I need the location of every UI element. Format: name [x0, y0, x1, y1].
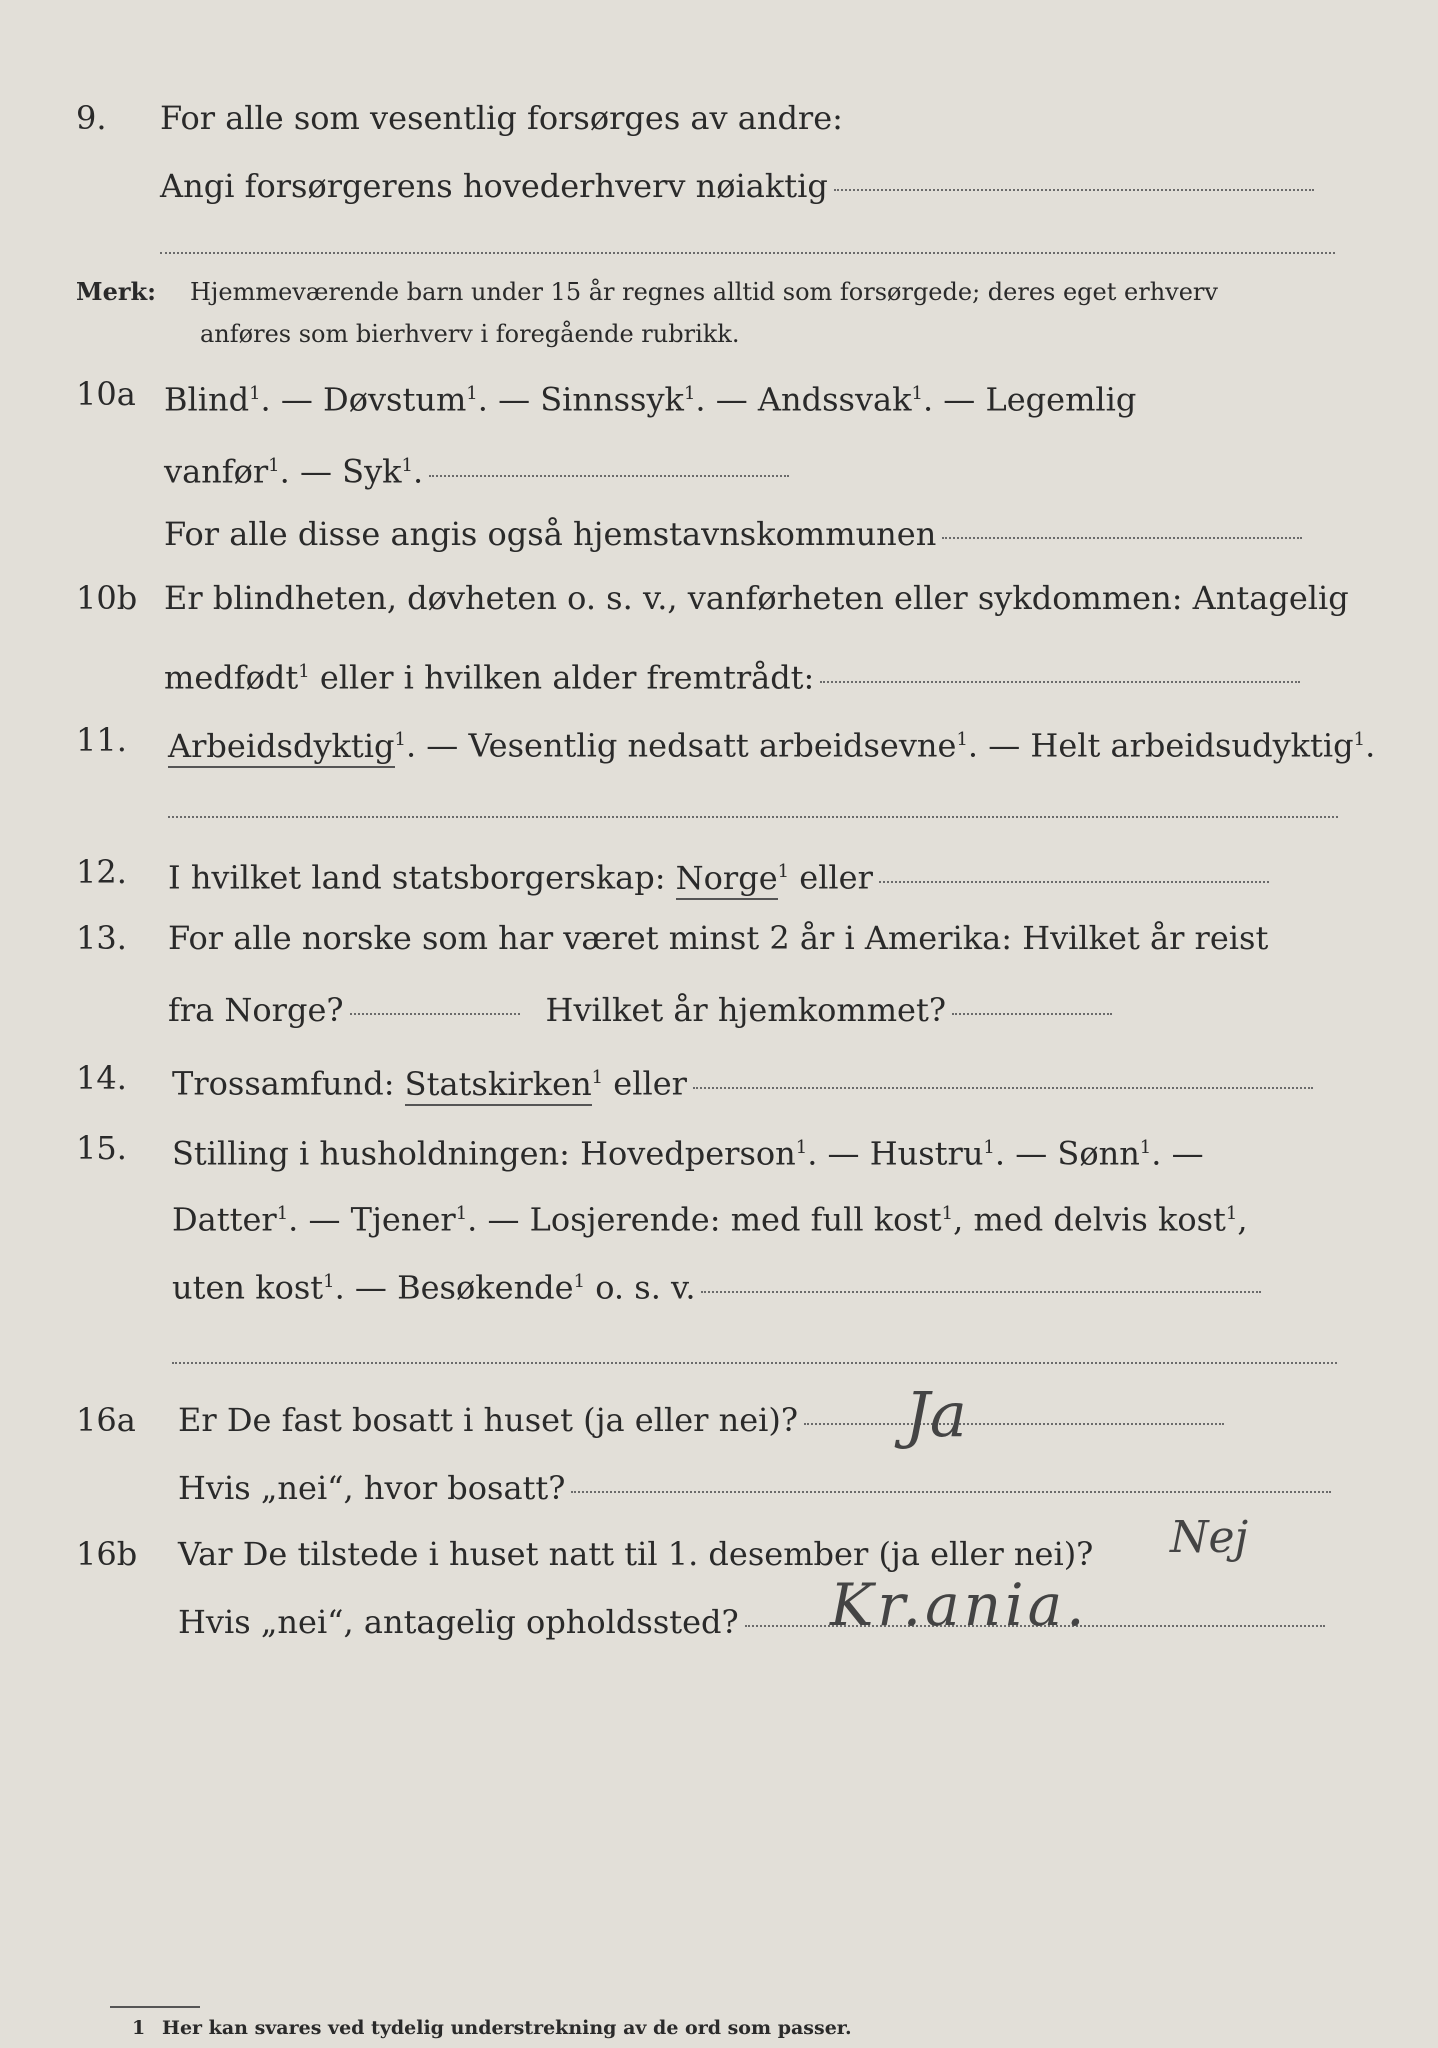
question-number: 13. — [76, 919, 127, 957]
footnote-mark: 1 — [795, 1137, 808, 1158]
answer-line[interactable] — [942, 537, 1302, 539]
question-number: 12. — [76, 853, 127, 891]
option-hovedperson[interactable]: Stilling i husholdningen: Hovedperson — [172, 1134, 796, 1173]
footnote-mark: 1 — [683, 383, 696, 404]
footnote-mark: 1 — [911, 383, 923, 404]
answer-line[interactable] — [172, 1362, 1337, 1364]
question-text: Angi forsørgerens hovederhverv nøiaktig — [160, 167, 828, 205]
question-number: 10b — [76, 579, 138, 617]
answer-line[interactable] — [804, 1423, 1224, 1425]
option-blind[interactable]: Blind — [164, 380, 250, 419]
answer-line[interactable] — [571, 1491, 1331, 1493]
footnote-mark: 1 — [132, 2017, 146, 2039]
handwritten-answer-16b-2: Kr.ania. — [830, 1571, 1089, 1639]
option-hustru[interactable]: . — Hustru — [807, 1134, 984, 1173]
question-number: 15. — [76, 1129, 127, 1167]
answer-line[interactable] — [350, 1013, 520, 1015]
question-text: I hvilket land statsborgerskap: — [168, 858, 666, 897]
option-uten-kost[interactable]: uten kost — [172, 1268, 324, 1307]
note-line2: anføres som bierhverv i foregående rubrikk. — [200, 320, 740, 348]
footnote-rule — [110, 2006, 200, 2008]
answer-line[interactable] — [879, 881, 1269, 883]
question-text: For alle som vesentlig forsørges av andre: — [160, 99, 843, 137]
footnote-mark: 1 — [394, 729, 406, 750]
question-text: For alle disse angis også hjemstavnskommunen — [164, 515, 937, 553]
answer-line[interactable] — [429, 475, 789, 477]
note-label: Merk: — [76, 277, 156, 306]
footnote-mark: 1 — [276, 1203, 289, 1224]
footnote-mark: 1 — [466, 383, 478, 404]
option-nedsatt[interactable]: . — Vesentlig nedsatt arbeidsevne — [405, 726, 957, 765]
footnote-mark: 1 — [1139, 1137, 1152, 1158]
option-udyktig[interactable]: . — Helt arbeidsudyktig — [967, 726, 1354, 765]
question-text: Er De fast bosatt i huset (ja eller nei)? — [178, 1401, 799, 1439]
question-number: 16b — [76, 1535, 138, 1573]
footnote-mark: 1 — [591, 1067, 604, 1088]
option-norge-selected[interactable]: Norge — [676, 859, 778, 900]
question-number: 10a — [76, 375, 136, 413]
footnote-mark: 1 — [941, 1203, 954, 1224]
answer-line[interactable] — [820, 681, 1300, 683]
question-text: Hvis „nei“, antagelig opholdssted? — [178, 1603, 739, 1641]
handwritten-answer-16b-1: Nej — [1170, 1512, 1249, 1563]
footnote-text: Her kan svares ved tydelig understrekning av de ord som passer. — [162, 2017, 852, 2039]
answer-line[interactable] — [168, 816, 1338, 818]
footnote-mark: 1 — [249, 383, 261, 404]
option-dovstum[interactable]: . — Døvstum — [260, 380, 467, 419]
option-syk[interactable]: . — Syk — [279, 452, 402, 491]
question-number: 11. — [76, 721, 127, 759]
answer-line[interactable] — [701, 1291, 1261, 1293]
answer-line[interactable] — [693, 1087, 1313, 1089]
option-sonn[interactable]: . — Sønn — [994, 1134, 1140, 1173]
option-medfodt[interactable]: medfødt — [164, 658, 299, 697]
footnote-mark: 1 — [268, 455, 280, 476]
question-number: 9. — [76, 99, 107, 137]
option-andssvak[interactable]: . — Andssvak — [695, 380, 912, 419]
question-text: Er blindheten, døvheten o. s. v., vanførheten eller sykdommen: Antagelig — [164, 579, 1349, 617]
option-sinnssyk[interactable]: . — Sinnssyk — [477, 380, 684, 419]
question-text: Hvilket år hjemkommet? — [545, 991, 946, 1029]
census-form-page: 9. For alle som vesentlig forsørges av andre: Angi forsørgerens hovederhverv nøiaktig Merk: Hjemmeværende barn under 15 år regnes alltid som forsørgede; deres eget erhverv anføres som bierhverv i foregående rubrikk. 10a Blind$^1$. — Døvstum$^1$. — Sinnssyk$^1$. — Andssvak$^1$. — Legemlig vanfør$^1$. — Syk$^1$. For alle disse angis også hjemstavnskommunen 10b Er blindheten, døvheten o. s. v., vanførheten eller sykdommen: Antagelig medfødt$^1$ eller i hvilken alder fremtrådt: 11. Arbeidsdyktig$^1$. — Vesentlig nedsatt arbeidsevne$^1$. — Helt arbeidsudyktig$^1$. 12. I hvilket land statsborgerskap: Norge$^1$ eller 13. For alle norske som har været minst 2 år i Amerika: Hvilket år reist fra Norge? Hvilket år hjemkommet? 14. Trossamfund: Statskirken$^1$ eller 15. Stilling i husholdningen: Hovedperson$^1$. — Hustru$^1$. — Sønn$^1$. — Datter$^1$. — Tjener$^1$. — Losjerende: med full kost$^1$, med delvis kost$^1$, uten kost$^1$. — Besøkende$^1$ o. s. v. 16a Er De fast bosatt i huset (ja eller nei)? Ja Hvis „nei“, hvor bosatt? 16b Var De tilstede i huset natt til 1. desember (ja eller nei)? Nej Hvis „nei“, antagelig opholdssted? Kr.ania. 1 Her kan svares ved tydelig understrekning av de ord som passer. — [76, 99, 1376, 2039]
option-legemlig[interactable]: . — Legemlig — [922, 380, 1137, 419]
footnote-mark: 1 — [1225, 1203, 1238, 1224]
question-text: For alle norske som har været minst 2 år i Amerika: Hvilket år reist — [168, 919, 1269, 957]
question-text: Hvis „nei“, hvor bosatt? — [178, 1469, 566, 1507]
question-text: fra Norge? — [168, 991, 344, 1029]
option-full-kost[interactable]: . — Losjerende: med full kost — [467, 1200, 942, 1239]
question-number: 14. — [76, 1059, 127, 1097]
footnote-mark: 1 — [455, 1203, 468, 1224]
handwritten-answer-16a: Ja — [905, 1378, 967, 1451]
footnote-mark: 1 — [298, 661, 310, 682]
answer-line[interactable] — [834, 189, 1314, 191]
footnote-mark: 1 — [956, 729, 968, 750]
footnote-mark: 1 — [1353, 729, 1366, 750]
option-arbeidsdyktig-selected[interactable]: Arbeidsdyktig — [168, 727, 395, 768]
answer-line[interactable] — [160, 252, 1335, 254]
option-statskirken-selected[interactable]: Statskirken — [405, 1065, 592, 1106]
option-delvis-kost[interactable]: , med delvis kost — [953, 1200, 1226, 1239]
question-text: eller i hvilken alder fremtrådt: — [309, 658, 815, 697]
answer-line[interactable] — [952, 1013, 1112, 1015]
option-tjener[interactable]: . — Tjener — [288, 1200, 456, 1239]
footnote-mark: 1 — [983, 1137, 995, 1158]
question-number: 16a — [76, 1401, 136, 1439]
footnote-mark: 1 — [777, 861, 790, 882]
footnote-mark: 1 — [401, 455, 413, 476]
option-besokende[interactable]: . — Besøkende — [334, 1268, 574, 1307]
question-text: Var De tilstede i huset natt til 1. desember (ja eller nei)? — [178, 1535, 1094, 1573]
question-text: Trossamfund: — [172, 1064, 395, 1103]
option-datter[interactable]: Datter — [172, 1200, 277, 1239]
note-line1: Hjemmeværende barn under 15 år regnes alltid som forsørgede; deres eget erhverv — [190, 278, 1218, 306]
footnote-mark: 1 — [573, 1271, 586, 1292]
option-vanfor[interactable]: vanfør — [164, 452, 269, 491]
footnote-mark: 1 — [323, 1271, 335, 1292]
